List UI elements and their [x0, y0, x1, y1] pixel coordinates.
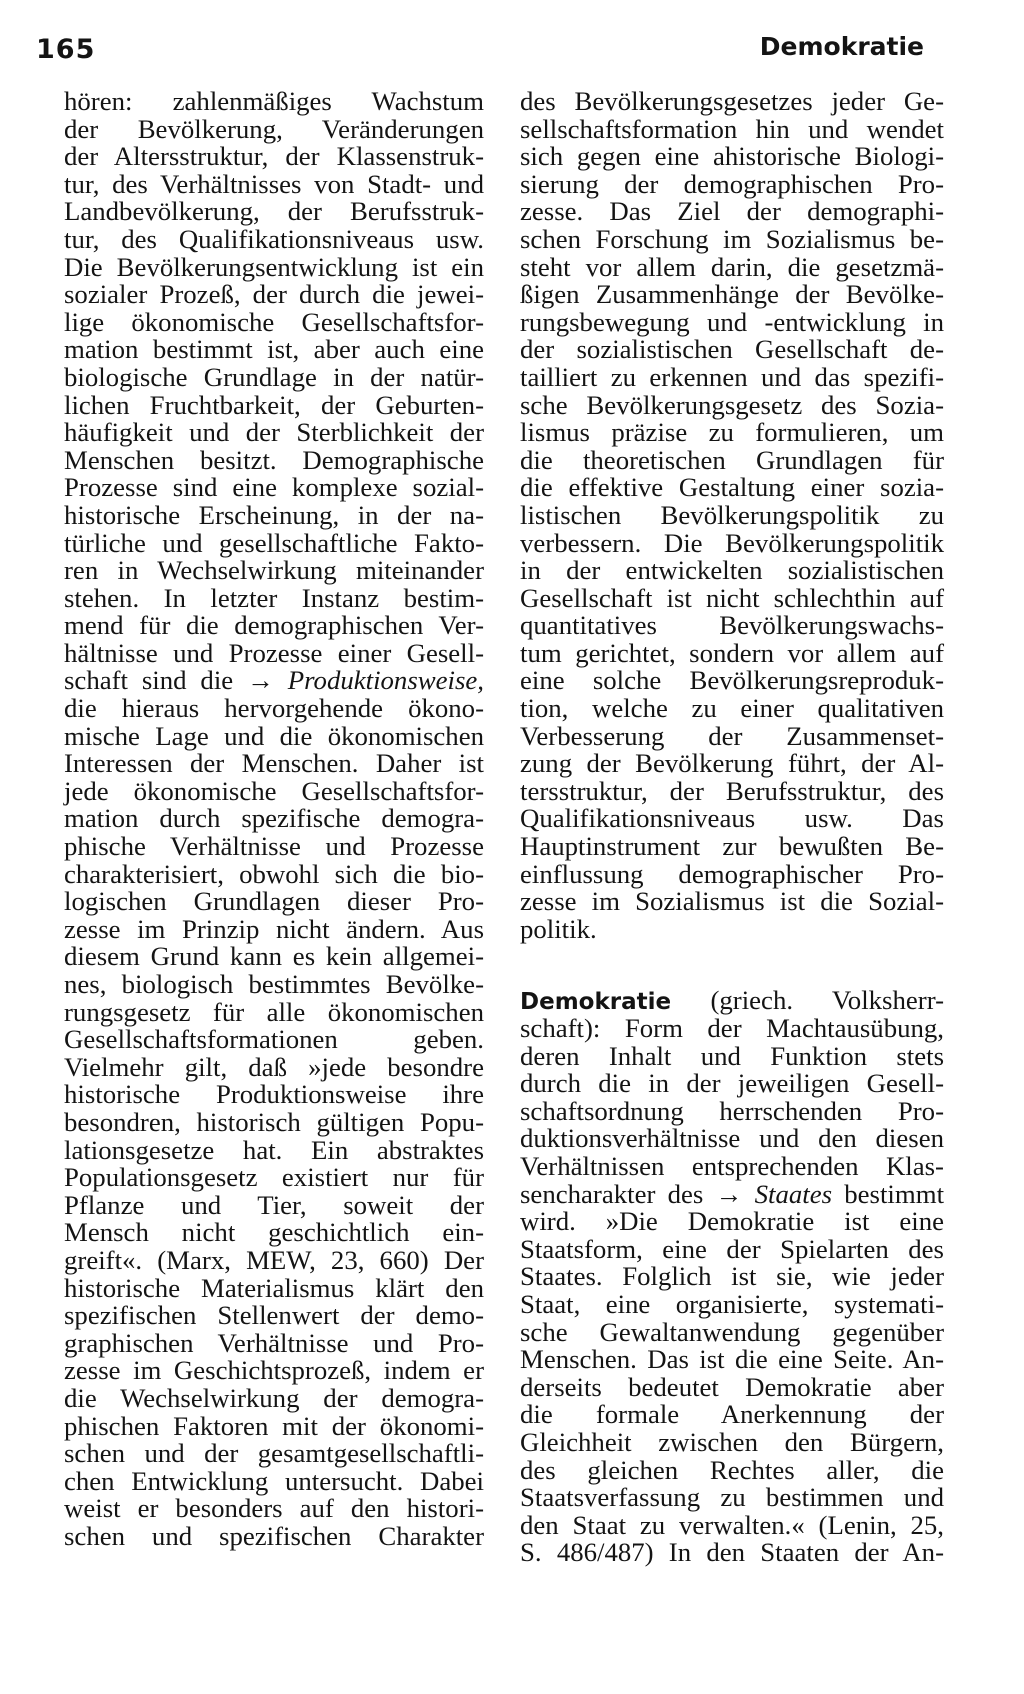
text-line: hältnisse und Prozesse einer Gesell-: [64, 637, 484, 668]
text-line: ßigen Zusammenhänge der Bevölke-: [520, 279, 944, 310]
text-line: Verhältnissen entsprechenden Klas-: [520, 1150, 944, 1181]
text-line: Prozesse sind eine komplexe sozial-: [64, 472, 484, 503]
text-line: nes, biologisch bestimmtes Bevölke-: [64, 969, 484, 999]
text-line: historische Materialismus klärt den: [64, 1272, 484, 1303]
cross-reference-link[interactable]: Staates: [754, 1178, 833, 1209]
text-line: die Wechselwirkung der demogra-: [64, 1382, 484, 1413]
cross-reference-arrow-icon: →: [715, 1178, 743, 1209]
text-line: der Altersstruktur, der Klassenstruk-: [64, 141, 484, 172]
text-line: charakterisiert, obwohl sich die bio-: [64, 858, 484, 889]
paragraph-gap: [520, 943, 944, 987]
text-line: in der entwickelten sozialistischen: [520, 555, 944, 586]
text-line: wird. »Die Demokratie ist eine: [520, 1206, 944, 1237]
text-line: sozialer Prozeß, der durch die jewei-: [64, 279, 484, 310]
text-line: phischen Faktoren mit der ökonomi-: [64, 1410, 484, 1441]
text-line: rungsbewegung und -entwicklung in: [520, 306, 944, 337]
text-line: Hauptinstrument zur bewußten Be-: [520, 831, 944, 862]
text-line: Verbesserung der Zusammenset-: [520, 720, 944, 751]
entry-heading-line: [520, 987, 944, 1015]
right-column: [520, 88, 944, 1567]
text-line: rungsgesetz für alle ökonomischen: [64, 996, 484, 1027]
text-line: sellschaftsformation hin und wendet: [520, 113, 944, 144]
text-line: jede ökonomische Gesellschaftsfor-: [64, 775, 484, 806]
text-line: durch die in der jeweiligen Gesell-: [520, 1068, 944, 1099]
text-line: türliche und gesellschaftliche Fakto-: [64, 527, 484, 558]
text-line: lichen Fruchtbarkeit, der Geburten-: [64, 389, 484, 420]
text-line: Populationsgesetz existiert nur für: [64, 1162, 484, 1193]
text-line: besondren, historisch gültigen Popu-: [64, 1106, 484, 1137]
text-fragment: sencharakter des: [520, 1178, 704, 1209]
text-line: die formale Anerkennung der: [520, 1399, 944, 1430]
text-line: Pflanze und Tier, soweit der: [64, 1189, 484, 1220]
text-line: tailliert zu erkennen und das spezifi-: [520, 361, 944, 392]
text-line: tersstruktur, der Berufsstruktur, des: [520, 775, 944, 806]
text-line: des gleichen Rechtes aller, die: [520, 1454, 944, 1485]
text-line: hören: zahlenmäßiges Wachstum: [64, 86, 484, 116]
text-line: schaftsordnung herrschenden Pro-: [520, 1095, 944, 1126]
text-line: schen und der gesamtgesellschaftli-: [64, 1438, 484, 1469]
text-line: sche Gewaltanwendung gegenüber: [520, 1316, 944, 1347]
text-line: Qualifikationsniveaus usw. Das: [520, 803, 944, 834]
text-line: ren in Wechselwirkung miteinander: [64, 555, 484, 586]
text-line: Die Bevölkerungsentwicklung ist ein: [64, 251, 484, 282]
text-line: graphischen Verhältnisse und Pro-: [64, 1327, 484, 1358]
text-line: die hieraus hervorgehende ökono-: [64, 693, 484, 724]
text-line: zesse im Geschichtsprozeß, indem er: [64, 1355, 484, 1386]
text-line: Gesellschaftsformationen geben.: [64, 1024, 484, 1055]
text-line: sierung der demographischen Pro-: [520, 168, 944, 199]
text-line: die effektive Gestaltung einer sozia-: [520, 472, 944, 503]
text-line: Staat, eine organisierte, systemati-: [520, 1288, 944, 1319]
text-line: Staates. Folglich ist sie, wie jeder: [520, 1261, 944, 1292]
text-line: die theoretischen Grundlagen für: [520, 444, 944, 475]
text-line: verbessern. Die Bevölkerungspolitik: [520, 527, 944, 558]
text-line: Gleichheit zwischen den Bürgern,: [520, 1426, 944, 1457]
text-line: tion, welche zu einer qualitativen: [520, 693, 944, 724]
text-line: sich gegen eine ahistorische Biologi-: [520, 141, 944, 172]
text-line: quantitatives Bevölkerungswachs-: [520, 610, 944, 641]
text-line: schen und spezifischen Charakter: [64, 1520, 484, 1551]
text-line: deren Inhalt und Funktion stets: [520, 1040, 944, 1071]
text-line: S. 486/487) In den Staaten der An-: [520, 1537, 944, 1568]
text-line: duktionsverhältnisse und den diesen: [520, 1123, 944, 1154]
text-line: logischen Grundlagen dieser Pro-: [64, 886, 484, 917]
text-line: mation bestimmt ist, aber auch eine: [64, 334, 484, 365]
text-line: des Bevölkerungsgesetzes jeder Ge-: [520, 86, 944, 116]
text-line: Mensch nicht geschichtlich ein-: [64, 1217, 484, 1248]
text-line: derseits bedeutet Demokratie aber: [520, 1371, 944, 1402]
text-line: schen Forschung im Sozialismus be-: [520, 223, 944, 254]
text-line: zesse im Sozialismus ist die Sozial-: [520, 886, 944, 917]
text-line: Staatsverfassung zu bestimmen und: [520, 1482, 944, 1513]
text-line: tum gerichtet, sondern vor allem auf: [520, 637, 944, 668]
text-fragment: bestimmt: [844, 1178, 945, 1209]
text-line: sche Bevölkerungsgesetz des Sozia-: [520, 389, 944, 420]
text-line: chen Entwicklung untersucht. Dabei: [64, 1465, 484, 1496]
text-line: politik.: [520, 913, 597, 944]
text-line: der sozialistischen Gesellschaft de-: [520, 334, 944, 365]
cross-reference-arrow-icon: →: [247, 665, 274, 696]
text-line: schaft): Form der Machtausübung,: [520, 1013, 944, 1043]
text-line: Vielmehr gilt, daß »jede besondre: [64, 1051, 484, 1082]
text-line: Menschen besitzt. Demographische: [64, 444, 484, 475]
text-line-with-cross-reference: [64, 667, 484, 695]
text-line: greift«. (Marx, MEW, 23, 660) Der: [64, 1244, 484, 1275]
text-line: diesem Grund kann es kein allgemei-: [64, 941, 484, 972]
text-line: weist er besonders auf den histori-: [64, 1493, 484, 1524]
text-line: zesse. Das Ziel der demographi-: [520, 196, 944, 227]
text-line: spezifischen Stellenwert der demo-: [64, 1300, 484, 1331]
text-line: biologische Grundlage in der natür-: [64, 361, 484, 392]
entry-keyword: Demokratie: [520, 989, 672, 1016]
text-line: stehen. In letzter Instanz bestim-: [64, 582, 484, 613]
text-line: steht vor allem darin, die gesetzmä-: [520, 251, 944, 282]
text-line: mische Lage und die ökonomischen: [64, 720, 484, 751]
text-line: Interessen der Menschen. Daher ist: [64, 748, 484, 779]
text-line: historische Erscheinung, in der na-: [64, 499, 484, 530]
text-line: Gesellschaft ist nicht schlechthin auf: [520, 582, 944, 613]
text-line: der Bevölkerung, Veränderungen: [64, 113, 484, 144]
text-line: mation durch spezifische demogra-: [64, 803, 484, 834]
text-line: lismus präzise zu formulieren, um: [520, 417, 944, 448]
running-head: Demokratie: [759, 32, 924, 61]
text-line: Staatsform, eine der Spielarten des: [520, 1233, 944, 1264]
text-line: den Staat zu verwalten.« (Lenin, 25,: [520, 1509, 944, 1540]
text-line: einflussung demographischer Pro-: [520, 858, 944, 889]
text-line: tur, des Qualifikationsniveaus usw.: [64, 223, 484, 254]
text-line: zung der Bevölkerung führt, der Al-: [520, 748, 944, 779]
text-line: lationsgesetze hat. Ein abstraktes: [64, 1134, 484, 1165]
cross-reference-link[interactable]: Produktionsweise,: [287, 665, 484, 696]
text-fragment: schaft sind die: [64, 665, 234, 696]
text-line: eine solche Bevölkerungsreproduk-: [520, 665, 944, 696]
page-number: 165: [36, 34, 96, 65]
left-column: [64, 88, 484, 1550]
text-line: häufigkeit und der Sterblichkeit der: [64, 417, 484, 448]
text-line: Menschen. Das ist die eine Seite. An-: [520, 1344, 944, 1375]
text-line: zesse im Prinzip nicht ändern. Aus: [64, 913, 484, 944]
text-line: lige ökonomische Gesellschaftsfor-: [64, 306, 484, 337]
text-line: historische Produktionsweise ihre: [64, 1079, 484, 1110]
text-line: mend für die demographischen Ver-: [64, 610, 484, 641]
text-fragment: (griech. Volksherr-: [710, 985, 945, 1016]
text-line: listischen Bevölkerungspolitik zu: [520, 499, 944, 530]
text-line: Landbevölkerung, der Berufsstruk-: [64, 196, 484, 227]
text-line: tur, des Verhältnisses von Stadt- und: [64, 168, 484, 199]
text-line: phische Verhältnisse und Prozesse: [64, 831, 484, 862]
text-line-with-cross-reference: [520, 1178, 945, 1209]
